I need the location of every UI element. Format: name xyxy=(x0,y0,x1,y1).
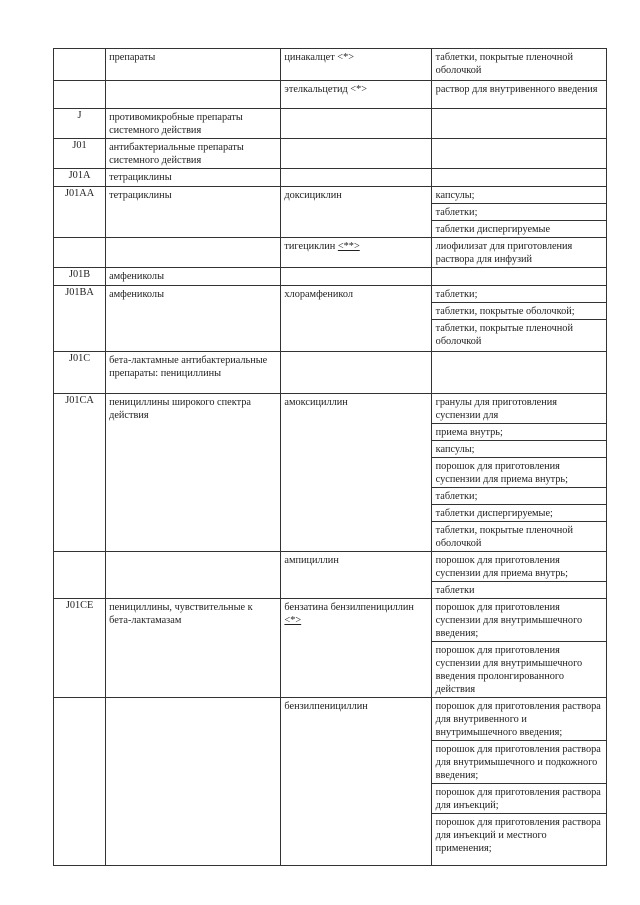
dosage-form: таблетки, покрытые пленочной оболочкой xyxy=(432,521,606,551)
dosage-form xyxy=(432,268,606,271)
drug-name: бензилпенициллин xyxy=(284,701,368,712)
table-row xyxy=(54,187,607,238)
table-row xyxy=(54,268,607,286)
group-name xyxy=(106,552,280,555)
dosage-forms-cell xyxy=(431,394,606,552)
dosage-forms-cell xyxy=(431,552,606,599)
drug-name: тигециклин <**> xyxy=(284,241,360,252)
dosage-forms-cell xyxy=(431,238,606,268)
table-row xyxy=(54,286,607,352)
dosage-form: капсулы; xyxy=(432,440,606,457)
dosage-form: таблетки диспергируемые xyxy=(432,220,606,237)
drug-name-cell xyxy=(281,394,431,552)
dosage-form: таблетки; xyxy=(435,289,478,300)
dosage-form: порошок для приготовления суспензии для приема внутрь; xyxy=(435,555,568,579)
dosage-form xyxy=(432,169,606,172)
table-row xyxy=(54,49,607,81)
drug-name: цинакалцет <*> xyxy=(284,52,355,63)
anatomical-therapeutic-group-cell xyxy=(106,286,281,352)
drug-name-cell xyxy=(281,81,431,109)
anatomical-therapeutic-group-cell xyxy=(106,238,281,268)
anatomical-therapeutic-group-cell xyxy=(106,394,281,552)
table-row xyxy=(54,698,607,866)
group-name: пенициллины широкого спектра действия xyxy=(109,397,251,421)
drug-name-cell xyxy=(281,238,431,268)
atc-code-cell: J01C xyxy=(54,352,106,394)
table-row xyxy=(54,352,607,394)
dosage-form: таблетки xyxy=(432,581,606,598)
atc-code-cell xyxy=(54,81,106,109)
anatomical-therapeutic-group-cell xyxy=(106,352,281,394)
dosage-form: таблетки, покрытые пленочной оболочкой xyxy=(435,52,573,76)
drug-name-cell xyxy=(281,268,431,286)
atc-code-cell xyxy=(54,552,106,599)
atc-code-cell: J01B xyxy=(54,268,106,286)
dosage-form: порошок для приготовления раствора для инъекций; xyxy=(432,783,606,813)
drug-name-cell xyxy=(281,698,431,866)
table-row xyxy=(54,552,607,599)
drug-name-cell xyxy=(281,169,431,187)
anatomical-therapeutic-group-cell xyxy=(106,599,281,698)
dosage-forms-cell xyxy=(431,268,606,286)
group-name: пенициллины, чувствительные к бета-лактамазам xyxy=(109,602,253,626)
dosage-forms-cell xyxy=(431,286,606,352)
anatomical-therapeutic-group-cell xyxy=(106,552,281,599)
group-name: препараты xyxy=(109,52,156,63)
dosage-forms-cell xyxy=(431,187,606,238)
atc-code-cell: J01BA xyxy=(54,286,106,352)
atc-code-cell: J01CA xyxy=(54,394,106,552)
group-name: противомикробные препараты системного действия xyxy=(109,112,243,136)
group-name: тетрациклины xyxy=(109,172,172,183)
table-row xyxy=(54,169,607,187)
drug-name-cell xyxy=(281,352,431,394)
dosage-form: таблетки; xyxy=(432,203,606,220)
dosage-form: порошок для приготовления раствора для внутримышечного и подкожного введения; xyxy=(432,740,606,783)
atc-code-cell: J01A xyxy=(54,169,106,187)
dosage-form: порошок для приготовления суспензии для внутримышечного введения пролонгированного действия xyxy=(432,641,606,697)
dosage-form: раствор для внутривенного введения xyxy=(435,84,598,95)
dosage-form: капсулы; xyxy=(435,190,475,201)
drug-list-table-body xyxy=(54,49,607,866)
dosage-form: таблетки, покрытые пленочной оболочкой xyxy=(432,319,606,349)
atc-code-cell xyxy=(54,238,106,268)
group-name: амфениколы xyxy=(109,289,164,300)
anatomical-therapeutic-group-cell xyxy=(106,268,281,286)
group-name: тетрациклины xyxy=(109,190,172,201)
group-name: антибактериальные препараты системного действия xyxy=(109,142,244,166)
dosage-form: порошок для приготовления суспензии для внутримышечного введения; xyxy=(435,602,583,639)
drug-name: ампициллин xyxy=(284,555,339,566)
dosage-forms-cell xyxy=(431,49,606,81)
group-name xyxy=(106,81,280,84)
drug-name-cell xyxy=(281,286,431,352)
footnote-marker: <**> xyxy=(337,241,360,252)
anatomical-therapeutic-group-cell xyxy=(106,49,281,81)
table-row xyxy=(54,238,607,268)
dosage-forms-cell xyxy=(431,81,606,109)
drug-name-cell xyxy=(281,552,431,599)
dosage-form: гранулы для приготовления суспензии для xyxy=(435,397,557,421)
table-row xyxy=(54,394,607,552)
atc-code-cell xyxy=(54,698,106,866)
dosage-form: порошок для приготовления раствора для внутривенного и внутримышечного введения; xyxy=(435,701,601,738)
anatomical-therapeutic-group-cell xyxy=(106,139,281,169)
drug-name xyxy=(281,109,430,112)
drug-name xyxy=(281,139,430,142)
dosage-form xyxy=(432,109,606,112)
group-name: бета-лактамные антибактериальные препараты: пенициллины xyxy=(109,355,268,379)
dosage-forms-cell xyxy=(431,109,606,139)
drug-name xyxy=(281,169,430,172)
drug-name: бензатина бензилпенициллин <*> xyxy=(284,602,414,626)
dosage-form: таблетки, покрытые оболочкой; xyxy=(432,302,606,319)
dosage-form: приема внутрь; xyxy=(432,423,606,440)
drug-name-cell xyxy=(281,139,431,169)
atc-code-cell: J xyxy=(54,109,106,139)
anatomical-therapeutic-group-cell xyxy=(106,698,281,866)
drug-name: доксициклин xyxy=(284,190,342,201)
anatomical-therapeutic-group-cell xyxy=(106,187,281,238)
anatomical-therapeutic-group-cell xyxy=(106,81,281,109)
drug-name xyxy=(281,352,430,355)
dosage-form xyxy=(432,352,606,355)
table-row xyxy=(54,81,607,109)
drug-name-cell xyxy=(281,49,431,81)
dosage-forms-cell xyxy=(431,169,606,187)
drug-name xyxy=(281,268,430,271)
table-row xyxy=(54,109,607,139)
footnote-marker: <*> xyxy=(284,615,302,626)
dosage-form: таблетки диспергируемые; xyxy=(432,504,606,521)
dosage-form: лиофилизат для приготовления раствора для инфузий xyxy=(435,241,573,265)
atc-code-cell: J01 xyxy=(54,139,106,169)
dosage-form: порошок для приготовления раствора для инъекций и местного применения; xyxy=(432,813,606,856)
dosage-forms-cell xyxy=(431,352,606,394)
atc-code-cell xyxy=(54,49,106,81)
dosage-form: порошок для приготовления суспензии для приема внутрь; xyxy=(432,457,606,487)
drug-name-cell xyxy=(281,599,431,698)
dosage-forms-cell xyxy=(431,698,606,866)
table-row xyxy=(54,139,607,169)
anatomical-therapeutic-group-cell xyxy=(106,109,281,139)
dosage-forms-cell xyxy=(431,599,606,698)
drug-name-cell xyxy=(281,187,431,238)
group-name xyxy=(106,238,280,241)
atc-code-cell: J01AA xyxy=(54,187,106,238)
drug-name: амоксициллин xyxy=(284,397,348,408)
table-row xyxy=(54,599,607,698)
anatomical-therapeutic-group-cell xyxy=(106,169,281,187)
drug-list-table xyxy=(53,48,607,866)
atc-code-cell: J01CE xyxy=(54,599,106,698)
dosage-form xyxy=(432,139,606,142)
group-name: амфениколы xyxy=(109,271,164,282)
drug-name: этелкальцетид <*> xyxy=(284,84,368,95)
group-name xyxy=(106,698,280,701)
drug-name-cell xyxy=(281,109,431,139)
dosage-forms-cell xyxy=(431,139,606,169)
drug-name: хлорамфеникол xyxy=(284,289,353,300)
dosage-form: таблетки; xyxy=(432,487,606,504)
